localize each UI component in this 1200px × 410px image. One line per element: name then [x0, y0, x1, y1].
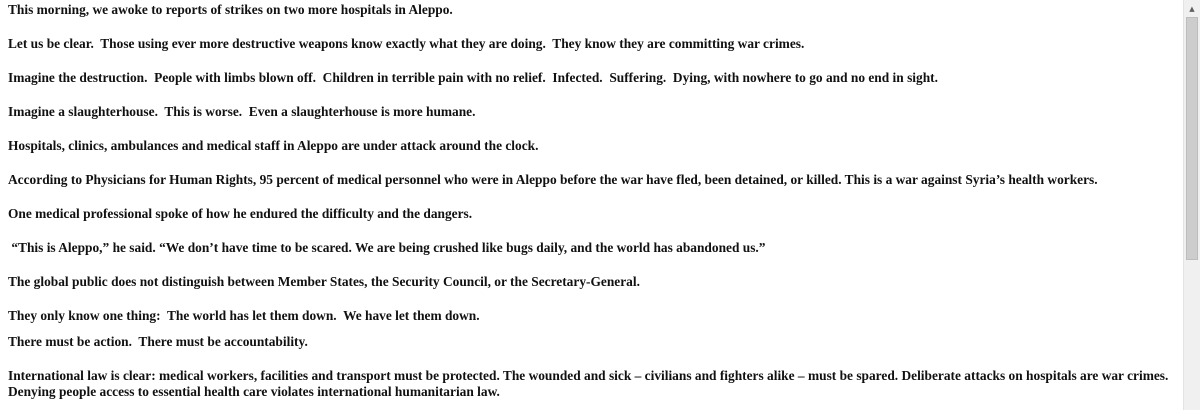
triangle-up-icon: ▲	[1189, 4, 1195, 13]
paragraph-12: International law is clear: medical workers, facilities and transport must be protected. The wounded and sick – civilians and fighters alike – must be spared. Deliberate attacks on hospitals are war crimes. Denying people access to essential health care violates international humanitarian law.	[8, 368, 1172, 399]
paragraph-5: Hospitals, clinics, ambulances and medical staff in Aleppo are under attack around the clock.	[8, 138, 539, 153]
scrollbar-thumb[interactable]	[1186, 17, 1198, 260]
paragraph-6: According to Physicians for Human Rights, 95 percent of medical personnel who were in Aleppo before the war have fled, been detained, or killed. This is a war against Syria’s health workers.	[8, 172, 1098, 187]
scroll-up-button[interactable]	[1184, 0, 1200, 17]
paragraph-10: They only know one thing: The world has let them down. We have let them down.	[8, 308, 480, 323]
paragraph-11: There must be action. There must be accountability.	[8, 334, 308, 349]
paragraph-9: The global public does not distinguish between Member States, the Security Council, or the Secretary-General.	[8, 274, 640, 289]
paragraph-7: One medical professional spoke of how he endured the difficulty and the dangers.	[8, 206, 473, 221]
paragraph-4: Imagine a slaughterhouse. This is worse. Even a slaughterhouse is more humane.	[8, 104, 476, 119]
paragraph-8: “This is Aleppo,” he said. “We don’t have time to be scared. We are being crushed like bugs daily, and the world has abandoned us.”	[8, 240, 766, 255]
scrollbar-track[interactable]	[1184, 260, 1200, 410]
paragraph-2: Let us be clear. Those using ever more destructive weapons know exactly what they are doing. They know they are committing war crimes.	[8, 36, 805, 51]
paragraph-1: This morning, we awoke to reports of strikes on two more hospitals in Aleppo.	[8, 2, 453, 17]
vertical-scrollbar[interactable]	[1183, 0, 1200, 410]
paragraph-3: Imagine the destruction. People with limbs blown off. Children in terrible pain with no relief. Infected. Suffering. Dying, with nowhere to go and no end in sight.	[8, 70, 938, 85]
